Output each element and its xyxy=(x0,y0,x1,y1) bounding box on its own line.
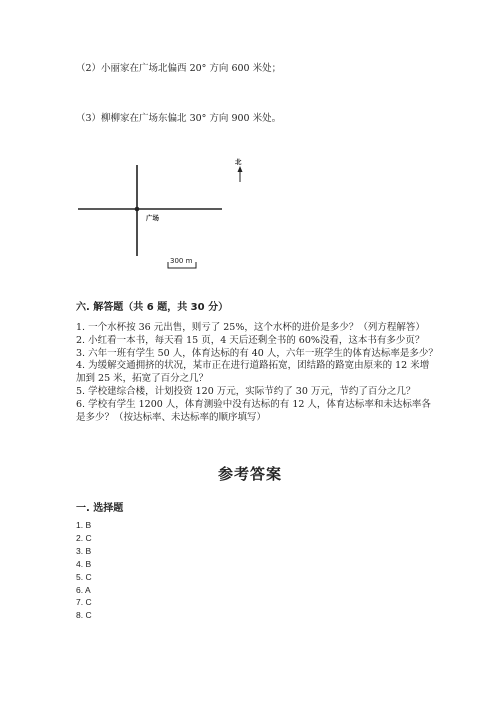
north-arrowhead-icon xyxy=(238,166,243,172)
answer-7: 7. C xyxy=(76,597,92,608)
north-label: 北 xyxy=(235,158,242,166)
scale-label: 300 m xyxy=(170,257,193,265)
section6-problems xyxy=(76,322,438,424)
section6-title: 六. 解答题（共 6 题，共 30 分） xyxy=(76,302,229,313)
answer-3: 3. B xyxy=(76,545,92,556)
problem-6: 6. 学校有学生 1200 人，体育测验中没有达标的有 12 人，体育达标率和未达标率各是多少？（按达标率、未达标率的顺序填写） xyxy=(76,398,431,423)
answers-title: 参考答案 xyxy=(217,465,282,483)
answers-section1-title: 一. 选择题 xyxy=(76,503,124,514)
map-item-3: （3）柳柳家在广场东偏北 30° 方向 900 米处。 xyxy=(76,113,282,124)
plaza-map-diagram xyxy=(70,150,260,275)
plaza-label: 广场 xyxy=(146,214,159,222)
answers-list xyxy=(76,519,92,622)
map-item-2: （2）小丽家在广场北偏西 20° 方向 600 米处； xyxy=(76,63,282,74)
answer-6: 6. A xyxy=(76,584,91,595)
problem-4: 4. 为缓解交通拥挤的状况，某市正在进行道路拓宽，团结路的路宽由原来的 12 米增加到 25 米，拓宽了百分之几？ xyxy=(76,360,430,385)
problem-2: 2. 小红看一本书，每天看 15 页，4 天后还剩全书的 60%没看，这本书有多少页？ xyxy=(76,334,425,346)
problem-3: 3. 六年一班有学生 50 人，体育达标的有 40 人，六年一班学生的体育达标率是多少？ xyxy=(76,347,438,359)
plaza-point xyxy=(135,207,140,212)
answer-1: 1. B xyxy=(76,520,92,530)
answer-8: 8. C xyxy=(76,610,92,621)
answer-2: 2. C xyxy=(76,532,92,543)
problem-1: 1. 一个水杯按 36 元出售，则亏了 25%，这个水杯的进价是多少？（列方程解答） xyxy=(76,322,425,333)
answer-5: 5. C xyxy=(76,571,92,582)
answer-4: 4. B xyxy=(76,558,92,569)
problem-5: 5. 学校建综合楼，计划投资 120 万元，实际节约了 30 万元，节约了百分之几？ xyxy=(76,385,416,397)
